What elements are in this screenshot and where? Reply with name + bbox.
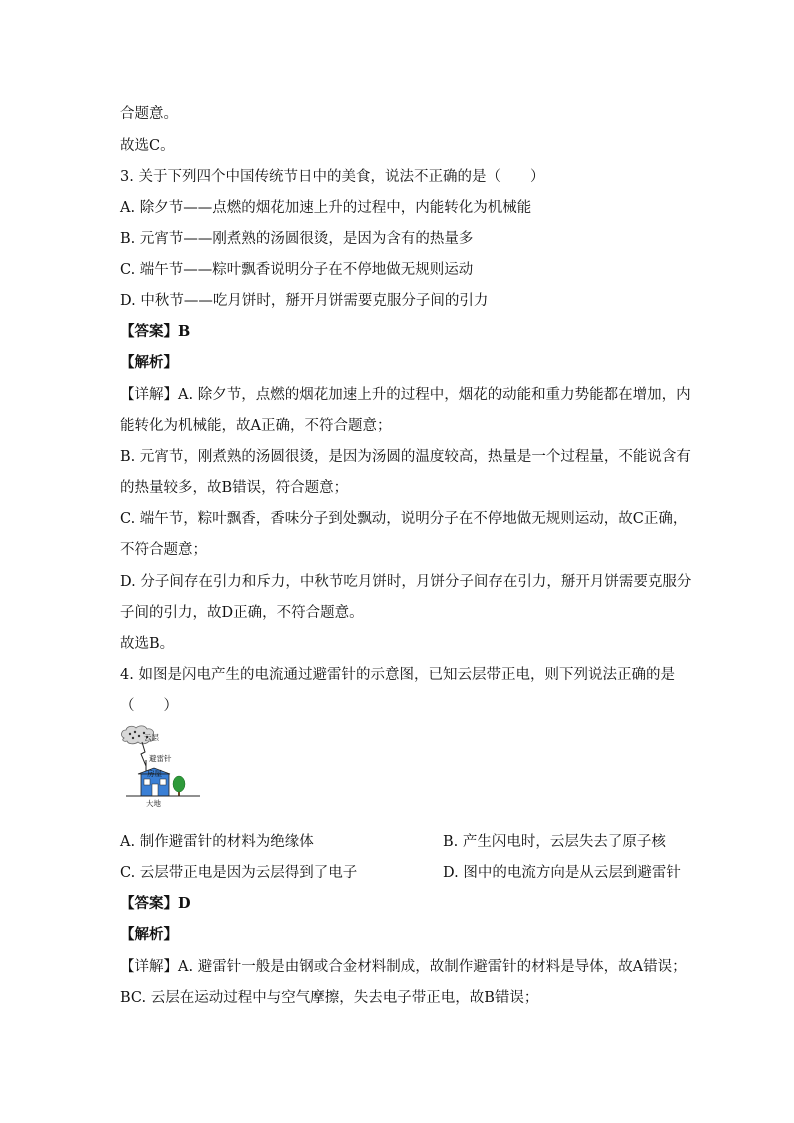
answer-label: 【答案】D [120, 895, 191, 912]
option-d: D. 中秋节——吃月饼时，掰开月饼需要克服分子间的引力 [120, 293, 489, 309]
lightning-rod-figure [118, 724, 218, 824]
explanation-line: 子间的引力，故D正确，不符合题意。 [120, 605, 364, 621]
explanation-line: 【详解】A. 避雷针一般是由钢或合金材料制成，故制作避雷针的材料是导体，故A错误； [120, 959, 687, 975]
explanation-line: 不符合题意； [120, 542, 207, 558]
text-line: 合题意。 [120, 106, 178, 122]
option-a: A. 制作避雷针的材料为绝缘体 [120, 834, 314, 850]
question-4-stem-cont: （ ） [120, 698, 178, 714]
analysis-label: 【解析】 [120, 926, 178, 943]
question-4-stem: 4. 如图是闪电产生的电流通过避雷针的示意图，已知云层带正电，则下列说法正确的是 [120, 667, 675, 683]
option-d: D. 图中的电流方向是从云层到避雷针 [443, 865, 681, 881]
house-label: 房屋 [147, 769, 162, 778]
lightning-bolt-icon [141, 742, 146, 766]
option-c: C. 云层带正电是因为云层得到了电子 [120, 865, 358, 881]
option-b: B. 产生闪电时，云层失去了原子核 [443, 834, 666, 850]
text-line: 故选B。 [120, 636, 175, 652]
text-line: 故选C。 [120, 138, 175, 154]
option-c: C. 端午节——粽叶飘香说明分子在不停地做无规则运动 [120, 262, 474, 278]
option-a: A. 除夕节——点燃的烟花加速上升的过程中，内能转化为机械能 [120, 200, 532, 216]
explanation-line: C. 端午节，粽叶飘香，香味分子到处飘动，说明分子在不停地做无规则运动，故C正确， [120, 511, 688, 527]
tree-icon [173, 776, 185, 796]
explanation-line: 能转化为机械能，故A正确，不符合题意； [120, 418, 392, 434]
question-3-stem: 3. 关于下列四个中国传统节日中的美食，说法不正确的是（ ） [120, 169, 545, 185]
cloud-label: 云层 [144, 733, 159, 742]
explanation-line: 的热量较多，故B错误，符合题意； [120, 480, 349, 496]
explanation-line: B. 元宵节，刚煮熟的汤圆很烫，是因为汤圆的温度较高，热量是一个过程量，不能说含有 [120, 449, 691, 465]
rod-label: 避雷针 [149, 754, 172, 763]
explanation-line: D. 分子间存在引力和斥力，中秋节吃月饼时，月饼分子间存在引力，掰开月饼需要克服分 [120, 574, 692, 590]
analysis-label: 【解析】 [120, 354, 178, 371]
ground-label: 大地 [146, 799, 161, 808]
explanation-line: 【详解】A. 除夕节，点燃的烟花加速上升的过程中，烟花的动能和重力势能都在增加，内 [120, 387, 691, 403]
option-b: B. 元宵节——刚煮熟的汤圆很烫，是因为含有的热量多 [120, 231, 474, 247]
answer-label: 【答案】B [120, 323, 191, 340]
explanation-line: BC. 云层在运动过程中与空气摩擦，失去电子带正电，故B错误； [120, 990, 539, 1006]
